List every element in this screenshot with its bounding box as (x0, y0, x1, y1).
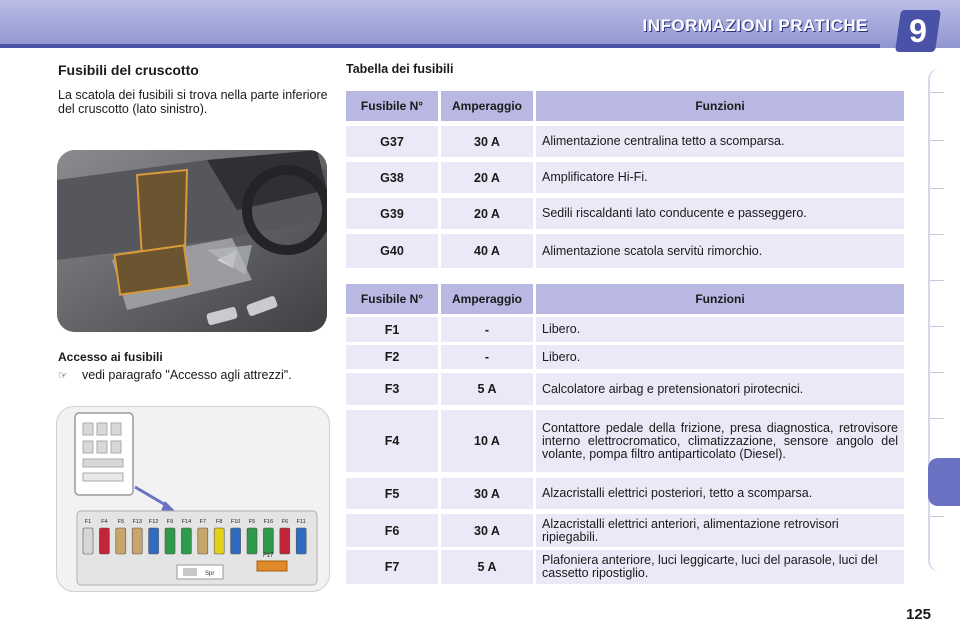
side-tab-divider (930, 92, 944, 93)
access-instruction (58, 368, 292, 382)
section-title: Fusibili del cruscotto (58, 62, 199, 78)
spare-label: Spr (205, 571, 215, 577)
fuse-cell: F1 (346, 317, 438, 342)
dashboard-photo (57, 150, 327, 332)
table-row (346, 198, 904, 229)
dashboard-illustration (57, 150, 327, 332)
header-band (0, 44, 880, 48)
fuse (116, 528, 126, 554)
fuse (99, 528, 109, 554)
fuse-cell: F7 (346, 550, 438, 584)
header-fuse: Fusibile N° (346, 284, 438, 314)
fuse-cell: F6 (346, 514, 438, 547)
pointing-hand-icon: ☞ (58, 370, 68, 382)
table-row (346, 410, 904, 472)
function-cell: Libero. (536, 345, 904, 369)
intro-text: La scatola dei fusibili si trova nella parte inferiore del cruscotto (lato sinistro). (58, 88, 328, 116)
header-amperage: Amperaggio (441, 284, 533, 314)
amperage-cell: - (441, 317, 533, 342)
fuse-cell: G39 (346, 198, 438, 229)
function-cell: Alzacristalli elettrici anteriori, alimentazione retrovisori ripiegabili. (536, 514, 904, 547)
header-title: INFORMAZIONI PRATICHE (642, 16, 868, 35)
fuse-label: F16 (263, 519, 274, 525)
fuse-label: F4 (101, 519, 108, 525)
fuse (214, 528, 224, 554)
fuse-label: F7 (199, 519, 207, 525)
fuse (280, 528, 290, 554)
fuse-label: F5 (117, 519, 125, 525)
fuse-box-diagram (56, 406, 330, 592)
side-tab-divider (930, 188, 944, 189)
fuse-label: F14 (181, 519, 192, 525)
function-cell: Sedili riscaldanti lato conducente e passeggero. (536, 198, 904, 229)
amperage-cell: 20 A (441, 198, 533, 229)
table-row (346, 317, 904, 342)
table-row (346, 373, 904, 405)
function-cell: Amplificatore Hi-Fi. (536, 162, 904, 193)
amperage-cell: 30 A (441, 478, 533, 509)
chapter-badge (895, 10, 941, 52)
page-header (0, 0, 960, 48)
amperage-cell: 10 A (441, 410, 533, 472)
side-tab-divider (930, 372, 944, 373)
fuse-f17 (257, 561, 287, 571)
fuse-cell: F2 (346, 345, 438, 369)
side-tab-divider (930, 418, 944, 419)
table-row (346, 234, 904, 268)
header-functions: Funzioni (536, 91, 904, 121)
table-row (346, 514, 904, 547)
fuse-f17-label: F17 (263, 553, 274, 559)
side-tab-divider (930, 326, 944, 327)
side-tab-divider (930, 234, 944, 235)
fuse-label: F13 (132, 519, 142, 525)
table-row (346, 345, 904, 369)
amperage-cell: - (441, 345, 533, 369)
table-row (346, 550, 904, 584)
side-tab-divider (930, 140, 944, 141)
fuse (198, 528, 208, 554)
amperage-cell: 5 A (441, 550, 533, 584)
access-title: Accesso ai fusibili (58, 350, 163, 364)
fuse-cell: G40 (346, 234, 438, 268)
active-chapter-tab[interactable] (928, 458, 960, 506)
fuse-label: F12 (148, 519, 159, 525)
fuse (132, 528, 142, 554)
access-text: vedi paragrafo "Accesso agli attrezzi". (82, 368, 292, 382)
function-cell: Libero. (536, 317, 904, 342)
fuse-label: F1 (84, 519, 92, 525)
function-cell: Alimentazione centralina tetto a scomparsa. (536, 126, 904, 157)
function-cell: Alzacristalli elettrici posteriori, tetto a scomparsa. (536, 478, 904, 509)
fuse-label: F5 (248, 519, 256, 525)
fuse-cell: F4 (346, 410, 438, 472)
function-cell: Contattore pedale della frizione, presa diagnostica, retrovisore interno elettrocromatico, climatizzazione, sensore angolo del volante, pompa filtro antiparticolato (Diesel). (536, 410, 904, 472)
fuse-label: F10 (230, 519, 241, 525)
table-title: Tabella dei fusibili (346, 62, 454, 76)
fuse-box-illustration (57, 407, 329, 591)
header-amperage: Amperaggio (441, 91, 533, 121)
fuse-cell: G37 (346, 126, 438, 157)
fuse-label: F9 (166, 519, 174, 525)
side-tab-divider (930, 516, 944, 517)
table-header-row (346, 284, 904, 314)
fuse (263, 528, 273, 554)
table-header-row (346, 91, 904, 121)
table-row (346, 162, 904, 193)
amperage-cell: 20 A (441, 162, 533, 193)
amperage-cell: 40 A (441, 234, 533, 268)
fuse (149, 528, 159, 554)
header-fuse: Fusibile N° (346, 91, 438, 121)
fuse-label: F8 (215, 519, 223, 525)
amperage-cell: 5 A (441, 373, 533, 405)
function-cell: Alimentazione scatola servitù rimorchio. (536, 234, 904, 268)
table-row (346, 126, 904, 157)
fuse (165, 528, 175, 554)
fuse (247, 528, 257, 554)
fuse-cell: F5 (346, 478, 438, 509)
fuse-label: F11 (296, 519, 306, 525)
fuse-label: F6 (281, 519, 289, 525)
fuse (181, 528, 191, 554)
chapter-number: 9 (909, 13, 927, 49)
fuse-cell: F3 (346, 373, 438, 405)
page-number: 125 (906, 606, 932, 623)
function-cell: Calcolatore airbag e pretensionatori pirotecnici. (536, 373, 904, 405)
amperage-cell: 30 A (441, 514, 533, 547)
table-row (346, 478, 904, 509)
function-cell: Plafoniera anteriore, luci leggicarte, luci del parasole, luci del cassetto ripostiglio. (536, 550, 904, 584)
fuse (296, 528, 306, 554)
fuse (83, 528, 93, 554)
fuse (231, 528, 241, 554)
fuse-cell: G38 (346, 162, 438, 193)
header-functions: Funzioni (536, 284, 904, 314)
amperage-cell: 30 A (441, 126, 533, 157)
side-tab-divider (930, 280, 944, 281)
